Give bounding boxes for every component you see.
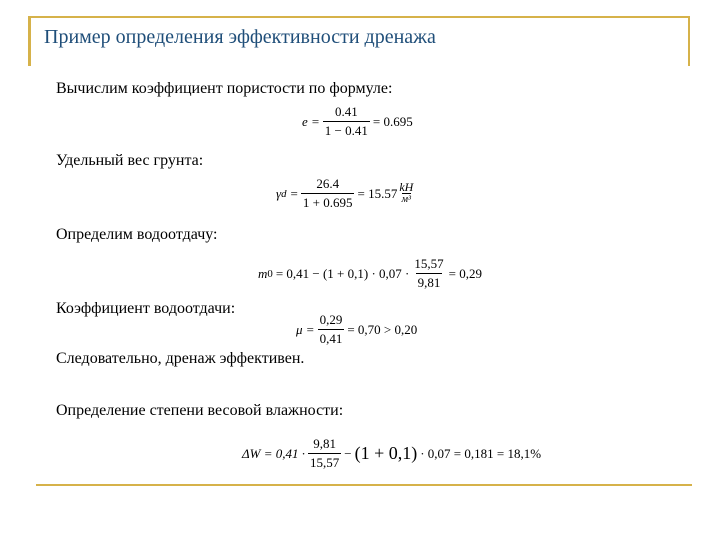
formula-lhs-sub: 0: [267, 267, 273, 280]
formula-rhs: · 0,07 = 0,181 = 18,1%: [420, 445, 542, 461]
unit-numerator: kH: [399, 180, 414, 194]
formula-coefficient: [296, 312, 417, 347]
text-porosity: Вычислим коэффициент пористости по формуле:: [56, 80, 393, 97]
formula-equals: =: [290, 185, 298, 201]
frame-left-line: [28, 16, 31, 66]
formula-denominator: 9,81: [417, 275, 441, 290]
formula-lhs: μ =: [296, 321, 315, 337]
formula-fraction: [323, 104, 370, 139]
text-moisture: Определение степени весовой влажности:: [56, 402, 344, 419]
formula-lhs-sub: d: [281, 187, 287, 200]
formula-fraction: [308, 436, 341, 471]
formula-numerator: 9,81: [313, 436, 336, 451]
formula-numerator: 0.41: [334, 104, 358, 119]
formula-numerator: 0,29: [319, 312, 343, 327]
formula-paren: (1 + 0,1): [354, 443, 418, 463]
formula-lhs: m: [258, 265, 268, 281]
formula-lhs: e =: [302, 113, 320, 129]
formula-fraction: [301, 176, 355, 211]
formula-numerator: 15,57: [414, 256, 444, 271]
text-unit-weight: Удельный вес грунта:: [56, 152, 204, 169]
formula-numerator: 26.4: [316, 176, 340, 191]
text-conclusion: Следовательно, дренаж эффективен.: [56, 350, 305, 367]
formula-middle: = 0,41 − (1 + 0,1) · 0,07 ·: [275, 265, 410, 281]
formula-fraction: [318, 312, 345, 347]
formula-unit: [399, 181, 413, 206]
formula-denominator: 1 − 0.41: [324, 123, 368, 138]
frame-right-line: [688, 16, 690, 66]
slide-title: Пример определения эффективности дренажа: [44, 26, 436, 48]
formula-rhs: = 15.57: [357, 185, 398, 201]
formula-water-yield: [258, 256, 482, 291]
formula-rhs: = 0,29: [448, 265, 482, 281]
formula-lhs: γ: [276, 185, 282, 201]
unit-denominator: м³: [401, 194, 412, 205]
text-water-yield: Определим водоотдачу:: [56, 226, 218, 243]
formula-lhs: ΔW = 0,41 ·: [242, 445, 305, 461]
frame-bottom-line: [36, 484, 692, 486]
text-coefficient: Коэффициент водоотдачи:: [56, 300, 236, 317]
formula-rhs: = 0,70 > 0,20: [347, 321, 418, 337]
formula-unit-weight: [276, 176, 413, 211]
formula-porosity: [302, 104, 413, 139]
formula-rhs: = 0.695: [372, 113, 413, 129]
formula-moisture: [242, 436, 541, 471]
formula-fraction: [412, 256, 445, 291]
formula-denominator: 1 + 0.695: [302, 195, 353, 210]
formula-denominator: 0,41: [319, 331, 343, 346]
formula-denominator: 15,57: [309, 455, 340, 470]
formula-minus: −: [344, 445, 352, 461]
frame-top-line: [28, 16, 690, 18]
